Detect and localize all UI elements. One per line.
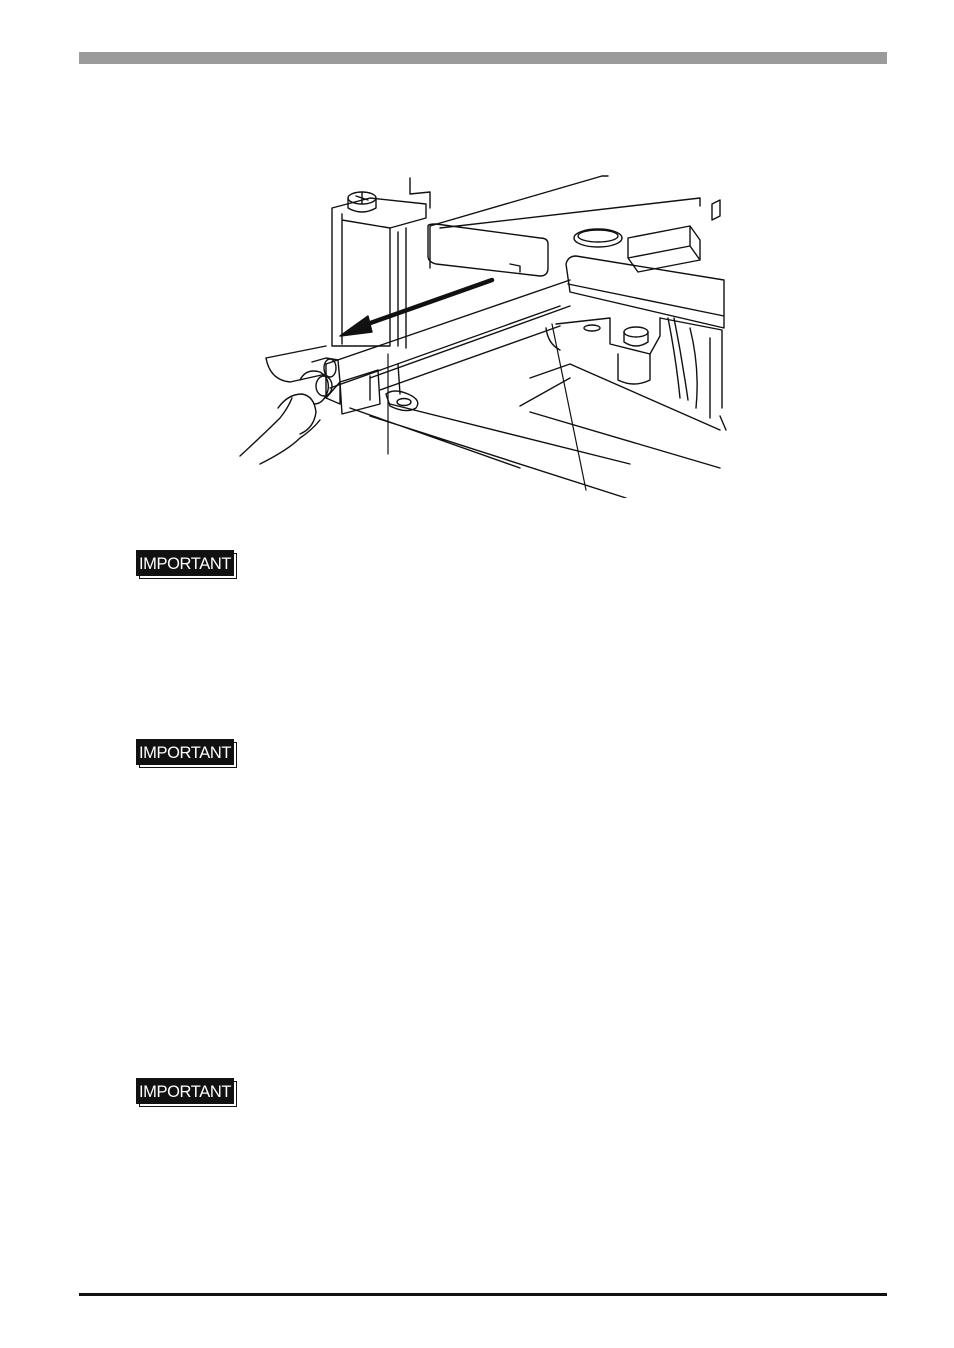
- important-label: IMPORTANT: [136, 739, 234, 765]
- mount-screw: [624, 327, 648, 337]
- cable: [240, 398, 320, 464]
- pull-arrow: [362, 280, 492, 326]
- pull-arrowhead: [340, 316, 372, 336]
- important-badge: [136, 1078, 234, 1104]
- plate-hole: [574, 229, 622, 247]
- base-tray: [266, 346, 326, 382]
- top-plate-edge: [440, 198, 700, 228]
- connector-block: [628, 226, 700, 272]
- back-panel: [430, 176, 608, 268]
- header-bar: [79, 52, 887, 64]
- handle-tab: [428, 224, 548, 276]
- important-label: IMPORTANT: [136, 550, 234, 576]
- important-label: IMPORTANT: [136, 1078, 234, 1104]
- rear-handle-tab: [566, 256, 724, 328]
- important-badge: [136, 550, 234, 576]
- important-badge: [136, 739, 234, 765]
- device-line-drawing: [230, 168, 730, 498]
- leader-line-right: [552, 324, 586, 490]
- installation-illustration: [230, 168, 730, 498]
- footer-rule: [79, 1293, 887, 1296]
